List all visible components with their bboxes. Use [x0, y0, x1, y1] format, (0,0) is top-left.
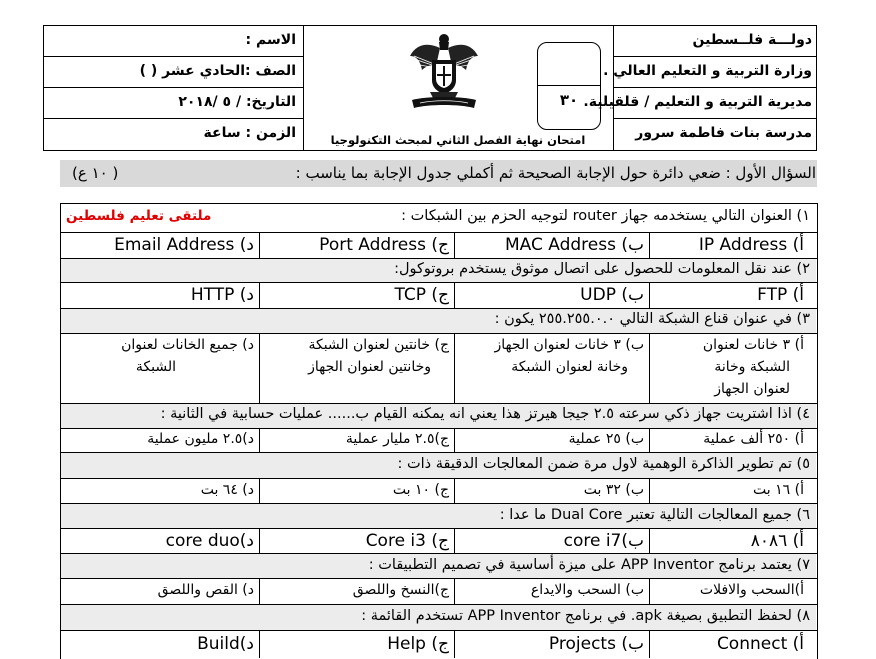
q8-option-a[interactable]: أ) Connect: [716, 634, 804, 654]
section-marks: ( ١٠ ع): [72, 164, 119, 182]
q7-option-b[interactable]: ب) السحب والايداع: [530, 582, 644, 598]
exam-title: امتحان نهاية الفصل الثاني لمبحث التكنولوجيا: [330, 133, 586, 147]
question-6: ٦) جميع المعالجات التالية تعتبر Dual Core ما عدا :: [499, 507, 810, 523]
header-school: مدرسة بنات فاطمة سرور: [635, 125, 812, 141]
field-grade-label: الصف :الحادي عشر ( ): [139, 63, 296, 79]
question-2: ٢) عند نقل المعلومات للحصول على اتصال موثوق يستخدم بروتوكول:: [394, 261, 810, 277]
palestine-emblem-icon: [406, 30, 482, 110]
question-1: ١) العنوان التالي يستخدمه جهاز router لتوجيه الحزم بين الشبكات :: [401, 208, 810, 224]
q7-option-d[interactable]: د) القص واللصق: [157, 582, 254, 598]
q5-option-a[interactable]: أ) ١٦ بت: [753, 482, 804, 498]
q6-option-c[interactable]: ج) Core i3: [365, 531, 449, 551]
question-3: ٣) في عنوان قناع الشبكة التالي ٢٥٥.٢٥٥.٠.٠ يكون :: [494, 311, 810, 327]
q6-option-d[interactable]: د)core duo: [165, 531, 254, 551]
q6-option-b[interactable]: ب)core i7: [563, 531, 644, 551]
field-time-label: الزمن : ساعة: [203, 125, 296, 141]
q8-option-d[interactable]: د)Build: [197, 634, 254, 654]
q8-option-b[interactable]: ب) Projects: [548, 634, 644, 654]
q2-option-a[interactable]: أ) FTP: [757, 285, 804, 305]
header-directorate: مديرية التربية و التعليم / قلقيلية.: [583, 94, 812, 110]
q1-option-c[interactable]: ج) Port Address: [319, 235, 449, 255]
q2-option-d[interactable]: د) HTTP: [190, 285, 254, 305]
question-5: ٥) تم تطوير الذاكرة الوهمية لاول مرة ضمن المعالجات الدقيقة ذات :: [397, 456, 810, 472]
q4-option-b[interactable]: ب) ٢٥ عملية: [568, 431, 644, 447]
q1-option-d[interactable]: د) Email Address: [114, 235, 254, 255]
field-date-label: التاريخ: / ٥ /٢٠١٨: [178, 94, 296, 110]
watermark-text: ملتقى تعليم فلسطين: [66, 208, 212, 224]
header-state: دولـــة فلــسطين: [692, 32, 812, 48]
header-ministry: وزارة التربية و التعليم العالي .: [603, 63, 812, 79]
q5-option-b[interactable]: ب) ٣٢ بت: [583, 482, 644, 498]
question-8: ٨) لحفظ التطبيق بصيغة apk. في برنامج APP Inventor تستخدم القائمة :: [361, 608, 810, 624]
question-7: ٧) يعتمد برنامج APP Inventor على ميزة أساسية في تصميم التطبيقات :: [368, 557, 810, 573]
q1-option-a[interactable]: أ) IP Address: [698, 235, 804, 255]
question-4: ٤) اذا اشتريت جهاز ذكي سرعته ٢.٥ جيجا هيرتز هذا يعني انه يمكنه القيام ب...... عمليات حسابية في الثانية :: [160, 406, 810, 422]
q8-option-c[interactable]: ج) Help: [387, 634, 449, 654]
q4-option-c[interactable]: ج)٢.٥ مليار عملية: [345, 431, 449, 447]
q2-option-c[interactable]: ج) TCP: [394, 285, 449, 305]
q4-option-a[interactable]: أ) ٢٥٠ ألف عملية: [703, 431, 804, 447]
q2-option-b[interactable]: ب) UDP: [580, 285, 644, 305]
q7-option-c[interactable]: ج)النسخ واللصق: [352, 582, 449, 598]
q7-option-a[interactable]: أ)السحب والافلات: [699, 582, 804, 598]
score-value: ٣٠: [559, 91, 579, 109]
q4-option-d[interactable]: د)٢.٥ مليون عملية: [147, 431, 254, 447]
score-box: [537, 42, 601, 130]
field-name-label: الاسم :: [245, 32, 296, 48]
q1-option-b[interactable]: ب) MAC Address: [504, 235, 644, 255]
section-title: السؤال الأول : ضعي دائرة حول الإجابة الصحيحة ثم أكملي جدول الإجابة بما يناسب :: [295, 164, 816, 182]
q5-option-d[interactable]: د) ٦٤ بت: [200, 482, 254, 498]
q5-option-c[interactable]: ج) ١٠ بت: [392, 482, 449, 498]
q6-option-a[interactable]: أ) ٨٠٨٦: [750, 531, 804, 551]
